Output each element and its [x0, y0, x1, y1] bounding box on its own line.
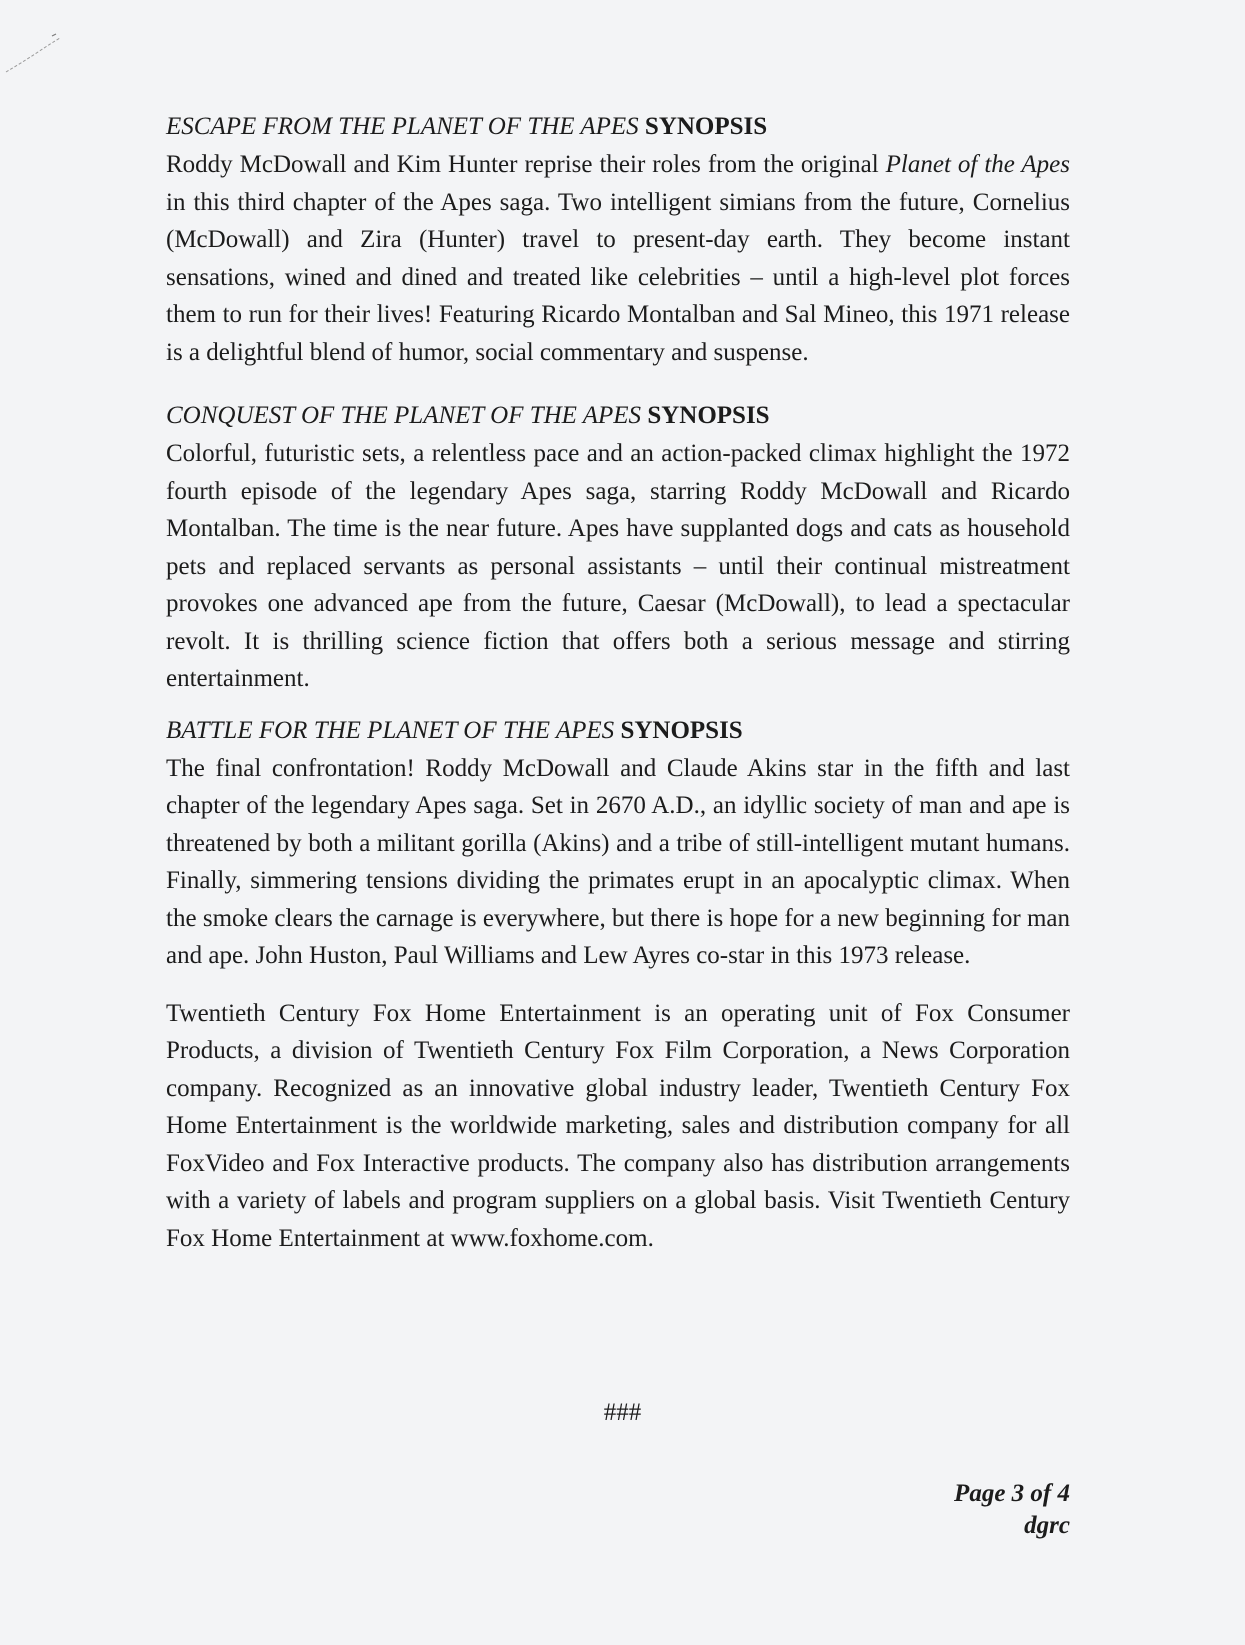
- scan-mark-icon: [4, 30, 64, 80]
- body-text-italic: Planet of the Apes: [885, 151, 1070, 178]
- section-title-suffix: SYNOPSIS: [647, 402, 770, 429]
- section-body-battle: The final confrontation! Roddy McDowall and Claude Akins star in the fifth and last chapter of the legendary Apes saga. Set in 2670 A.D., an idyllic society of man and ape is threatened by both a militant gorilla (Akins) and a tribe of still-intelligent mutant humans. Finally, simmering tensions dividing the primates erupt in an apocalyptic climax. When the smoke clears the carnage is everywhere, but there is hope for a new beginning for man and ape. John Huston, Paul Williams and Lew Ayres co-star in this 1973 release.: [166, 754, 1070, 969]
- section-heading-battle: [166, 712, 1070, 750]
- footer-code: dgrc: [1024, 1512, 1070, 1539]
- end-mark: ###: [603, 1399, 642, 1426]
- body-text-pre: Roddy McDowall and Kim Hunter reprise their roles from the original: [166, 151, 886, 178]
- section-body-escape: [166, 146, 1070, 371]
- page-footer: [954, 1478, 1070, 1542]
- page-number: Page 3 of 4: [954, 1480, 1070, 1507]
- section-body-conquest: Colorful, futuristic sets, a relentless pace and an action-packed climax highlight the 1972 fourth episode of the legendary Apes saga, starring Roddy McDowall and Ricardo Montalban. The time is the near future. Apes have supplanted dogs and cats as household pets and replaced servants as personal assistants – until their continual mistreatment provokes one advanced ape from the future, Caesar (McDowall), to lead a spectacular revolt. It is thrilling science fiction that offers both a serious message and stirring entertainment.: [166, 440, 1070, 692]
- section-title-suffix: SYNOPSIS: [620, 716, 743, 744]
- body-text-post: in this third chapter of the Apes saga. Two intelligent simians from the future, Cornelius (McDowall) and Zira (Hunter) travel to present-day earth. They become instant sensations, wined and dined and treated like celebrities – until a high-level plot forces them to run for their lives! Featuring Ricardo Montalban and Sal Mineo, this 1971 release is a delightful blend of humor, social commentary and suspense.: [166, 188, 1070, 366]
- company-paragraph: Twentieth Century Fox Home Entertainment is an operating unit of Fox Consumer Products, a division of Twentieth Century Fox Film Corporation, a News Corporation company. Recognized as an innovative global industry leader, Twentieth Century Fox Home Entertainment is the worldwide marketing, sales and distribution company for all FoxVideo and Fox Interactive products. The company also has distribution arrangements with a variety of labels and program suppliers on a global basis. Visit Twentieth Century Fox Home Entertainment at www.foxhome.com.: [166, 999, 1070, 1252]
- section-title-film: ESCAPE FROM THE PLANET OF THE APES: [166, 113, 639, 140]
- document-body: [166, 108, 1070, 1257]
- section-heading-conquest: [166, 397, 1070, 435]
- section-title-suffix: SYNOPSIS: [644, 113, 768, 140]
- section-title-film: CONQUEST OF THE PLANET OF THE APES: [166, 402, 642, 429]
- section-title-film: BATTLE FOR THE PLANET OF THE APES: [166, 716, 615, 744]
- section-heading-escape: [166, 108, 1070, 146]
